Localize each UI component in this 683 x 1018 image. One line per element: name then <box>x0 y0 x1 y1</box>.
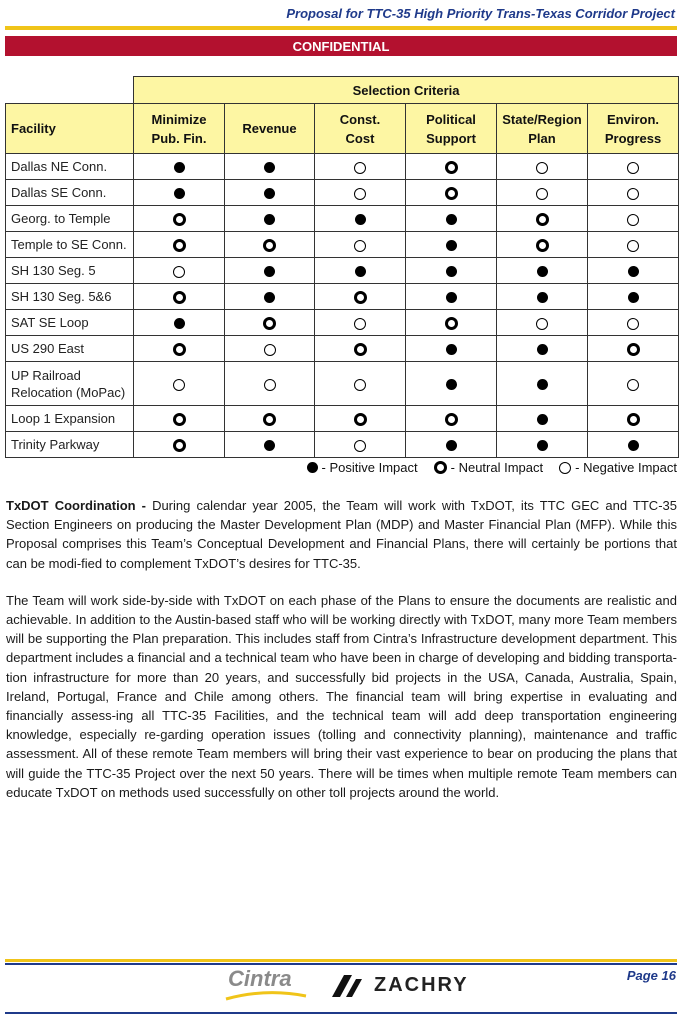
impact-cell <box>588 284 679 310</box>
negative-impact-icon <box>173 266 185 278</box>
neutral-impact-icon <box>173 213 186 226</box>
impact-cell <box>406 362 497 406</box>
impact-cell <box>497 362 588 406</box>
positive-impact-icon <box>446 240 457 251</box>
cintra-logo: Cintra <box>228 966 292 991</box>
impact-cell <box>315 406 406 432</box>
impact-cell <box>315 432 406 458</box>
impact-cell <box>315 310 406 336</box>
impact-cell <box>588 406 679 432</box>
facility-cell: SH 130 Seg. 5 <box>6 258 134 284</box>
neutral-impact-icon <box>445 161 458 174</box>
selection-criteria-table <box>5 76 679 458</box>
negative-impact-icon <box>354 318 366 330</box>
positive-impact-icon <box>537 292 548 303</box>
impact-cell <box>588 180 679 206</box>
criteria-column-header <box>134 104 225 154</box>
neutral-impact-icon <box>263 239 276 252</box>
impact-cell <box>406 232 497 258</box>
impact-cell <box>497 206 588 232</box>
table-row <box>6 284 679 310</box>
facility-cell: Temple to SE Conn. <box>6 232 134 258</box>
negative-impact-icon <box>354 162 366 174</box>
positive-impact-icon <box>174 162 185 173</box>
neutral-impact-icon <box>536 213 549 226</box>
neutral-impact-icon <box>263 317 276 330</box>
impact-cell <box>588 362 679 406</box>
criteria-column-header <box>406 104 497 154</box>
impact-cell <box>315 362 406 406</box>
neutral-impact-icon <box>445 317 458 330</box>
page-number: Page 16 <box>626 968 676 983</box>
impact-cell <box>134 310 225 336</box>
facility-cell: Trinity Parkway <box>6 432 134 458</box>
neutral-impact-icon <box>173 239 186 252</box>
impact-cell <box>406 258 497 284</box>
impact-cell <box>588 206 679 232</box>
positive-impact-icon <box>446 379 457 390</box>
column-header-line2: Support <box>426 130 476 146</box>
negative-impact-icon <box>627 188 639 200</box>
impact-cell <box>225 258 315 284</box>
positive-impact-icon <box>355 214 366 225</box>
impact-cell <box>134 284 225 310</box>
positive-impact-icon <box>446 292 457 303</box>
positive-impact-icon <box>537 344 548 355</box>
table-row <box>6 258 679 284</box>
negative-impact-icon <box>627 162 639 174</box>
column-header-line2: Cost <box>345 130 375 146</box>
positive-impact-icon <box>264 162 275 173</box>
impact-cell <box>406 206 497 232</box>
table-row <box>6 154 679 180</box>
neutral-impact-icon <box>536 239 549 252</box>
neutral-impact-icon <box>445 413 458 426</box>
impact-cell <box>406 336 497 362</box>
neutral-impact-icon <box>173 291 186 304</box>
table-row <box>6 336 679 362</box>
table-row <box>6 232 679 258</box>
impact-cell <box>225 310 315 336</box>
paragraph-txdot-coordination <box>6 496 677 573</box>
positive-impact-icon <box>537 266 548 277</box>
facility-cell: Loop 1 Expansion <box>6 406 134 432</box>
impact-cell <box>134 232 225 258</box>
impact-cell <box>588 154 679 180</box>
neutral-impact-icon <box>173 439 186 452</box>
facility-cell: SH 130 Seg. 5&6 <box>6 284 134 310</box>
impact-cell <box>406 406 497 432</box>
impact-cell <box>497 232 588 258</box>
facility-column-header: Facility <box>6 104 134 154</box>
impact-cell <box>225 180 315 206</box>
impact-cell <box>406 180 497 206</box>
impact-cell <box>225 362 315 406</box>
impact-cell <box>406 310 497 336</box>
positive-impact-icon <box>174 188 185 199</box>
impact-cell <box>225 154 315 180</box>
positive-impact-icon <box>446 440 457 451</box>
table-row <box>6 310 679 336</box>
legend-neutral-label: - Neutral Impact <box>450 460 544 475</box>
impact-cell <box>134 180 225 206</box>
positive-impact-icon <box>264 292 275 303</box>
impact-cell <box>225 406 315 432</box>
impact-cell <box>225 432 315 458</box>
impact-cell <box>134 258 225 284</box>
impact-cell <box>588 310 679 336</box>
legend-negative-label: - Negative Impact <box>575 460 677 475</box>
zachry-logo: ZACHRY <box>374 974 469 996</box>
legend-positive <box>307 460 418 475</box>
negative-impact-icon <box>264 344 276 356</box>
neutral-impact-icon <box>627 343 640 356</box>
table-row <box>6 206 679 232</box>
positive-impact-icon <box>628 292 639 303</box>
table-row <box>6 432 679 458</box>
neutral-impact-icon <box>354 291 367 304</box>
impact-cell <box>225 232 315 258</box>
column-header-line2: Plan <box>528 130 556 146</box>
column-header-line1: Const. <box>339 111 381 127</box>
neutral-impact-icon <box>354 343 367 356</box>
impact-cell <box>406 432 497 458</box>
table-corner <box>6 77 134 104</box>
impact-cell <box>134 406 225 432</box>
legend-negative <box>559 460 677 475</box>
impact-cell <box>406 284 497 310</box>
paragraph-lead: TxDOT Coordination - <box>6 498 146 513</box>
negative-impact-icon <box>536 318 548 330</box>
impact-cell <box>497 432 588 458</box>
impact-cell <box>588 336 679 362</box>
negative-impact-icon <box>559 462 571 474</box>
document-header-title: Proposal for TTC-35 High Priority Trans-Texas Corridor Project <box>286 6 675 21</box>
impact-cell <box>588 258 679 284</box>
cintra-swoosh-icon <box>224 990 308 1002</box>
footer-bottom-rule <box>5 1012 677 1014</box>
table-row <box>6 180 679 206</box>
footer-rule-blue <box>5 963 677 965</box>
facility-cell: US 290 East <box>6 336 134 362</box>
facility-cell: SAT SE Loop <box>6 310 134 336</box>
positive-impact-icon <box>264 440 275 451</box>
impact-cell <box>225 284 315 310</box>
footer-rule-gold <box>5 959 677 962</box>
facility-cell: Dallas SE Conn. <box>6 180 134 206</box>
positive-impact-icon <box>355 266 366 277</box>
criteria-column-header <box>225 104 315 154</box>
positive-impact-icon <box>446 344 457 355</box>
impact-cell <box>588 432 679 458</box>
neutral-impact-icon <box>173 413 186 426</box>
neutral-impact-icon <box>445 187 458 200</box>
negative-impact-icon <box>627 379 639 391</box>
positive-impact-icon <box>628 440 639 451</box>
neutral-impact-icon <box>173 343 186 356</box>
negative-impact-icon <box>536 188 548 200</box>
body-text <box>6 496 677 820</box>
impact-cell <box>497 336 588 362</box>
impact-cell <box>315 180 406 206</box>
column-header-line1: Revenue <box>242 121 297 136</box>
facility-cell: Georg. to Temple <box>6 206 134 232</box>
negative-impact-icon <box>354 188 366 200</box>
column-header-line2: Progress <box>604 130 662 146</box>
positive-impact-icon <box>446 214 457 225</box>
negative-impact-icon <box>354 240 366 252</box>
positive-impact-icon <box>174 318 185 329</box>
positive-impact-icon <box>307 462 318 473</box>
neutral-impact-icon <box>627 413 640 426</box>
impact-cell <box>134 362 225 406</box>
neutral-impact-icon <box>434 461 447 474</box>
impact-cell <box>134 206 225 232</box>
positive-impact-icon <box>537 379 548 390</box>
paragraph-2: The Team will work side-by-side with TxDOT on each phase of the Plans to ensure the documents are realistic and achievable. In addition to the Austin-based staff who will be working directly with TxDOT, many more Team members will be supporting the Plan preparation. This includes staff from Cintra’s Infrastructure development department. This department includes a financial and a technical team who have been in charge of developing and bidding transporta-tion infrastructure for more than 20 years, and successfully bid projects in the USA, Canada, Australia, Spain, Ireland, Portugal, France and Chile among others. The financial team will bring expertise in evaluating and financially assess-ing all TTC-35 Facilities, and the technical team will add deep transportation engineering knowledge, especially re-garding operation issues (tolling and connectivity planning), maintenance and traffic assessment. All of these remote Team members will bring their vast experience to bear on producing the plans that will guide the TTC-35 Project over the next 50 years. There will be times when multiple remote Team members can educate TxDOT on methods used successfully on other toll projects around the world. <box>6 592 677 800</box>
impact-cell <box>225 206 315 232</box>
impact-cell <box>134 154 225 180</box>
impact-cell <box>497 310 588 336</box>
positive-impact-icon <box>628 266 639 277</box>
column-header-line1: Political <box>426 111 476 127</box>
impact-cell <box>315 154 406 180</box>
column-header-line1: State/Region <box>502 111 582 127</box>
paragraph-1-text: During calendar year 2005, the Team will work with TxDOT, its TTC GEC and TTC-35 Section Engineers on producing the Master Development Plan (MDP) and Master Financial Plan (MFP). While this Proposal comprises this Team’s Conceptual Development and Financial Plans, there will certainly be portions that can be modi-fied to complement TxDOT’s desires for TTC-35. <box>6 498 677 571</box>
criteria-column-header <box>315 104 406 154</box>
positive-impact-icon <box>264 214 275 225</box>
impact-cell <box>315 336 406 362</box>
legend-positive-label: - Positive Impact <box>321 460 418 475</box>
selection-criteria-header: Selection Criteria <box>134 77 679 104</box>
negative-impact-icon <box>354 440 366 452</box>
facility-cell: Dallas NE Conn. <box>6 154 134 180</box>
impact-cell <box>497 284 588 310</box>
positive-impact-icon <box>446 266 457 277</box>
table-row <box>6 362 679 406</box>
confidential-banner: CONFIDENTIAL <box>5 36 677 56</box>
impact-cell <box>497 258 588 284</box>
impact-cell <box>497 406 588 432</box>
criteria-column-header <box>497 104 588 154</box>
impact-cell <box>315 206 406 232</box>
column-header-line1: Minimize <box>151 111 207 127</box>
positive-impact-icon <box>264 188 275 199</box>
negative-impact-icon <box>264 379 276 391</box>
impact-cell <box>134 432 225 458</box>
negative-impact-icon <box>354 379 366 391</box>
impact-cell <box>315 258 406 284</box>
positive-impact-icon <box>264 266 275 277</box>
impact-cell <box>406 154 497 180</box>
negative-impact-icon <box>627 240 639 252</box>
impact-legend <box>291 460 677 475</box>
column-header-line1: Environ. <box>607 111 660 127</box>
impact-cell <box>588 232 679 258</box>
impact-cell <box>497 154 588 180</box>
positive-impact-icon <box>537 440 548 451</box>
negative-impact-icon <box>173 379 185 391</box>
column-header-line2: Pub. Fin. <box>151 130 207 146</box>
negative-impact-icon <box>536 162 548 174</box>
impact-cell <box>134 336 225 362</box>
table-body <box>6 154 679 458</box>
facility-cell: UP Railroad Relocation (MoPac) <box>6 362 134 406</box>
impact-cell <box>497 180 588 206</box>
table-row <box>6 406 679 432</box>
impact-cell <box>315 232 406 258</box>
negative-impact-icon <box>627 318 639 330</box>
negative-impact-icon <box>627 214 639 226</box>
impact-cell <box>315 284 406 310</box>
positive-impact-icon <box>537 414 548 425</box>
impact-cell <box>225 336 315 362</box>
header-rule <box>5 26 677 30</box>
neutral-impact-icon <box>354 413 367 426</box>
neutral-impact-icon <box>263 413 276 426</box>
criteria-column-header <box>588 104 679 154</box>
legend-neutral <box>434 460 543 475</box>
zachry-mark-icon <box>330 973 364 999</box>
